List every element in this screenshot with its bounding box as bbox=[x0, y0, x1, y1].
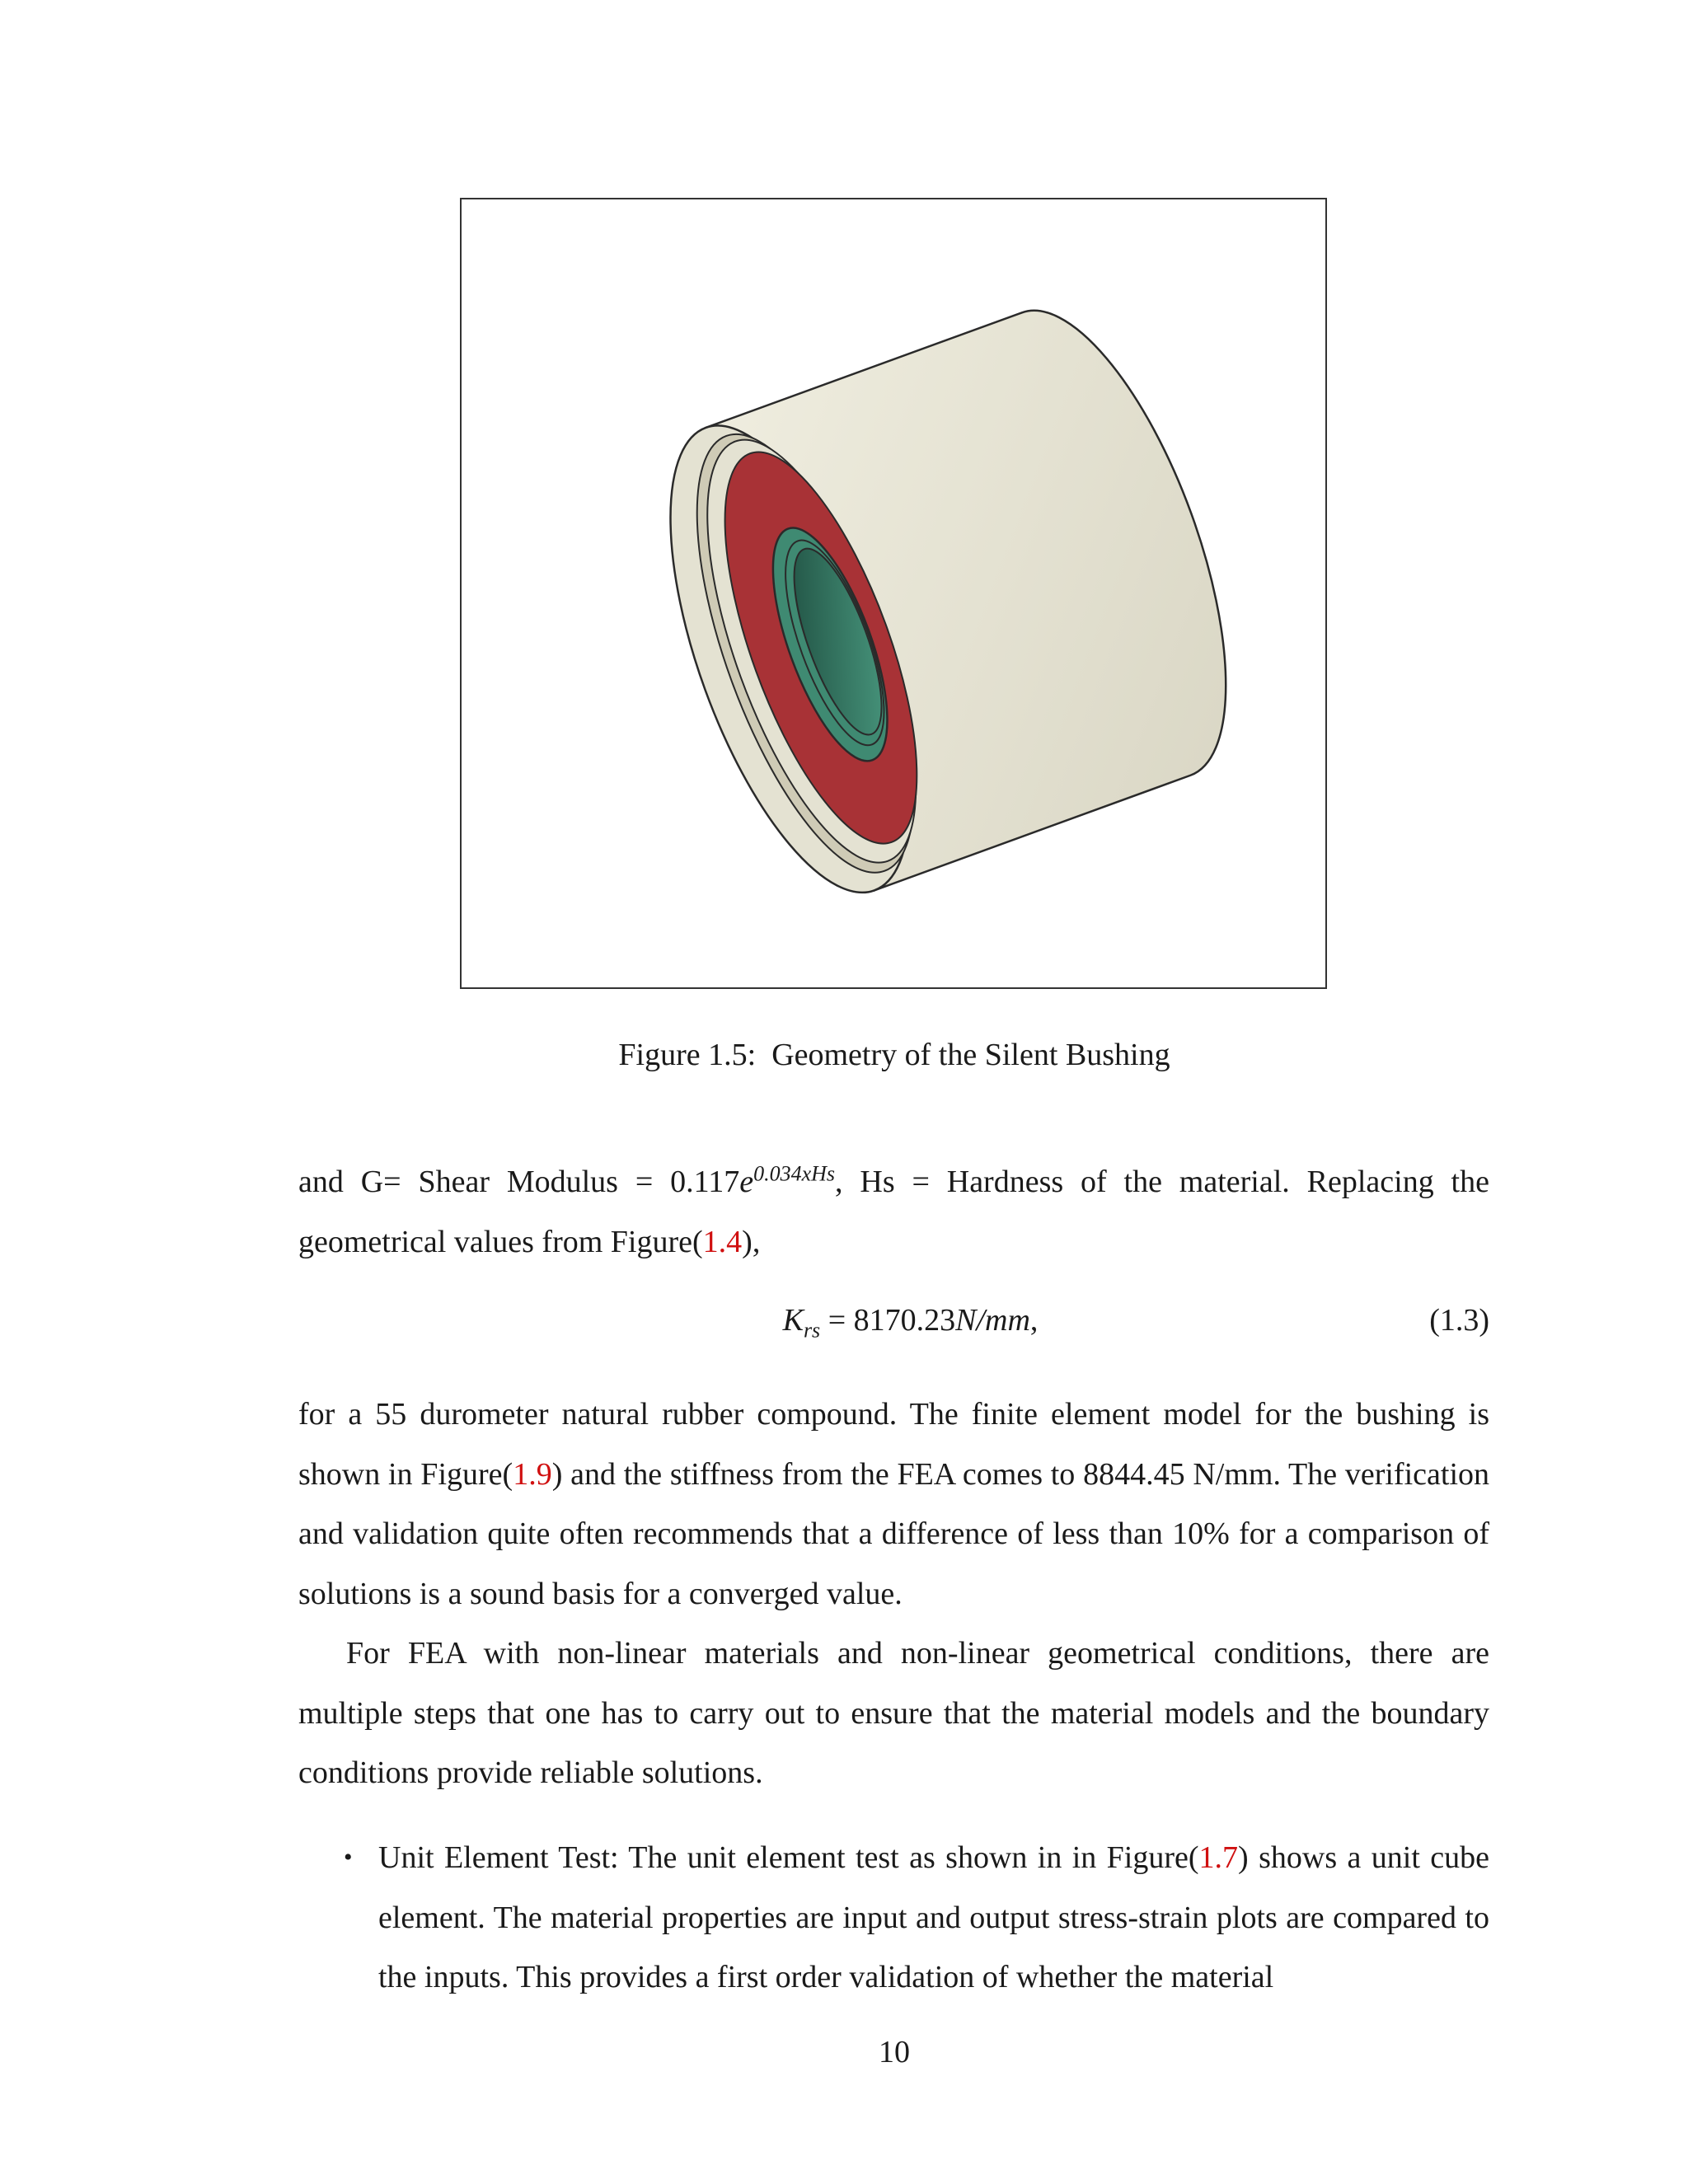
bullet-marker: • bbox=[344, 1844, 353, 1871]
para1-text-b: , Hs = Hardness of the material. Replacing the geometrical values from Figure( bbox=[298, 1165, 1489, 1259]
figure-frame bbox=[460, 198, 1327, 989]
bushing-geometry-illustration bbox=[462, 199, 1325, 987]
paragraph-fea-steps bbox=[298, 1624, 1489, 1803]
equation-number: (1.3) bbox=[1429, 1303, 1489, 1338]
bullet1-text-a: Unit Element Test: The unit element test as shown in in Figure( bbox=[378, 1840, 1199, 1875]
bullet1-text-b: ) shows a unit cube element. The material properties are input and output stress-strain plots are compared to the inputs. This provides a first order validation of whether the material bbox=[378, 1840, 1490, 1994]
equation-value: = 8170.23 bbox=[820, 1303, 956, 1338]
paragraph-fea-stiffness bbox=[298, 1385, 1489, 1624]
para3-text: For FEA with non-linear materials and non-linear geometrical conditions, there are multiple steps that one has to carry out to ensure that the material models and the boundary conditions provide reliable solutions. bbox=[298, 1636, 1489, 1790]
page-number: 10 bbox=[879, 2035, 910, 2069]
paragraph-shear-modulus bbox=[298, 1152, 1489, 1272]
ref-figure-1-9[interactable]: 1.9 bbox=[513, 1456, 552, 1492]
caption-label: Figure 1.5: bbox=[618, 1038, 757, 1072]
para1-exponent: 0.034xHs bbox=[753, 1161, 836, 1186]
para2-text-b: ) and the stiffness from the FEA comes to 8844.45 N/mm. The verification and validation quite often recommends that a difference of less than 10% for a comparison of solutions is a sound basis for a converged value. bbox=[298, 1456, 1489, 1611]
equation-comma: , bbox=[1029, 1303, 1039, 1338]
para2-text-a: for a 55 durometer natural rubber compound. The finite element model for the bushing is shown in Figure( bbox=[298, 1397, 1489, 1492]
para1-e: e bbox=[739, 1165, 754, 1199]
equation-body bbox=[298, 1302, 1489, 1343]
ref-figure-1-4[interactable]: 1.4 bbox=[702, 1224, 743, 1259]
equation-k: K bbox=[782, 1303, 804, 1338]
para1-text-c: ), bbox=[742, 1224, 761, 1259]
equation-1-3 bbox=[298, 1302, 1489, 1352]
caption-text: Geometry of the Silent Bushing bbox=[771, 1038, 1170, 1072]
bullet-list bbox=[298, 1828, 1489, 2008]
equation-subscript: rs bbox=[803, 1318, 821, 1343]
list-item bbox=[298, 1828, 1489, 2008]
ref-figure-1-7[interactable]: 1.7 bbox=[1198, 1840, 1239, 1875]
equation-unit: N/mm bbox=[955, 1303, 1030, 1338]
figure-caption bbox=[0, 1037, 1688, 1073]
para1-text-a: and G= Shear Modulus = 0.117 bbox=[298, 1165, 740, 1199]
